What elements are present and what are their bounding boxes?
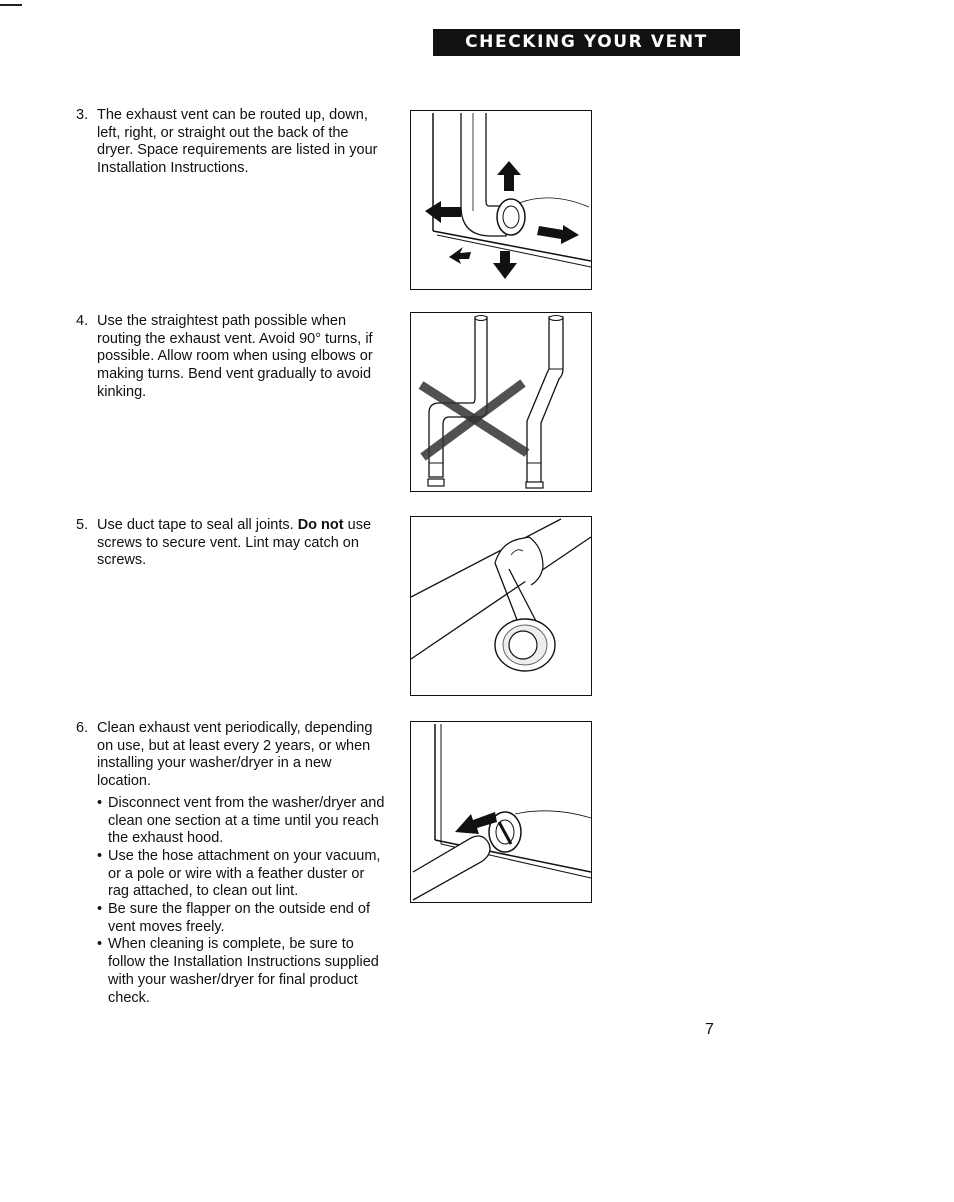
step-text: The exhaust vent can be routed up, down, left, right, or straight out the back of the dryer. Space requirements are listed in your Installation Instructions. [97,107,378,177]
step-5 [76,517,388,570]
duct-tape-illustration [410,516,592,696]
list-item: • Use the hose attachment on your vacuum, or a pole or wire with a feather duster or rag attached, to clean out lint. [97,848,388,901]
page-title: CHECKING YOUR VENT [433,29,740,56]
step-text: Use the straightest path possible when routing the exhaust vent. Avoid 90° turns, if possible. Allow room when using elbows or making turns. Bend vent gradually to avoid kinking. [97,313,373,400]
step-number: 3. [76,107,89,123]
step-number: 5. [76,517,89,533]
step-6 [76,720,388,1007]
list-item: • When cleaning is complete, be sure to follow the Installation Instructions supplied with your washer/dryer for final product check. [97,936,388,1007]
vent-routing-illustration [410,110,592,290]
step-number: 6. [76,720,89,736]
corner-mark [0,4,22,6]
page-number: 7 [705,1021,714,1038]
step-body [97,720,388,1007]
list-item: • Be sure the flapper on the outside end of vent moves freely. [97,901,388,936]
step-text-part: use screws to secure vent. Lint may catch on screws. [97,517,372,569]
step-text: Clean exhaust vent periodically, depending on use, but at least every 2 years, or when installing your washer/dryer in a new location. [97,720,373,790]
list-item: • Disconnect vent from the washer/dryer and clean one section at a time until you reach the exhaust hood. [97,795,388,848]
step-emphasis: Do not [297,517,344,533]
bullet-list [97,795,388,1007]
step-text-part: Use duct tape to seal all joints. [97,517,298,533]
step-number: 4. [76,313,89,329]
step-4 [76,313,388,402]
vent-cleaning-illustration [410,721,592,903]
step-3 [76,107,388,178]
vent-path-illustration [410,312,592,492]
step-text [97,517,388,570]
